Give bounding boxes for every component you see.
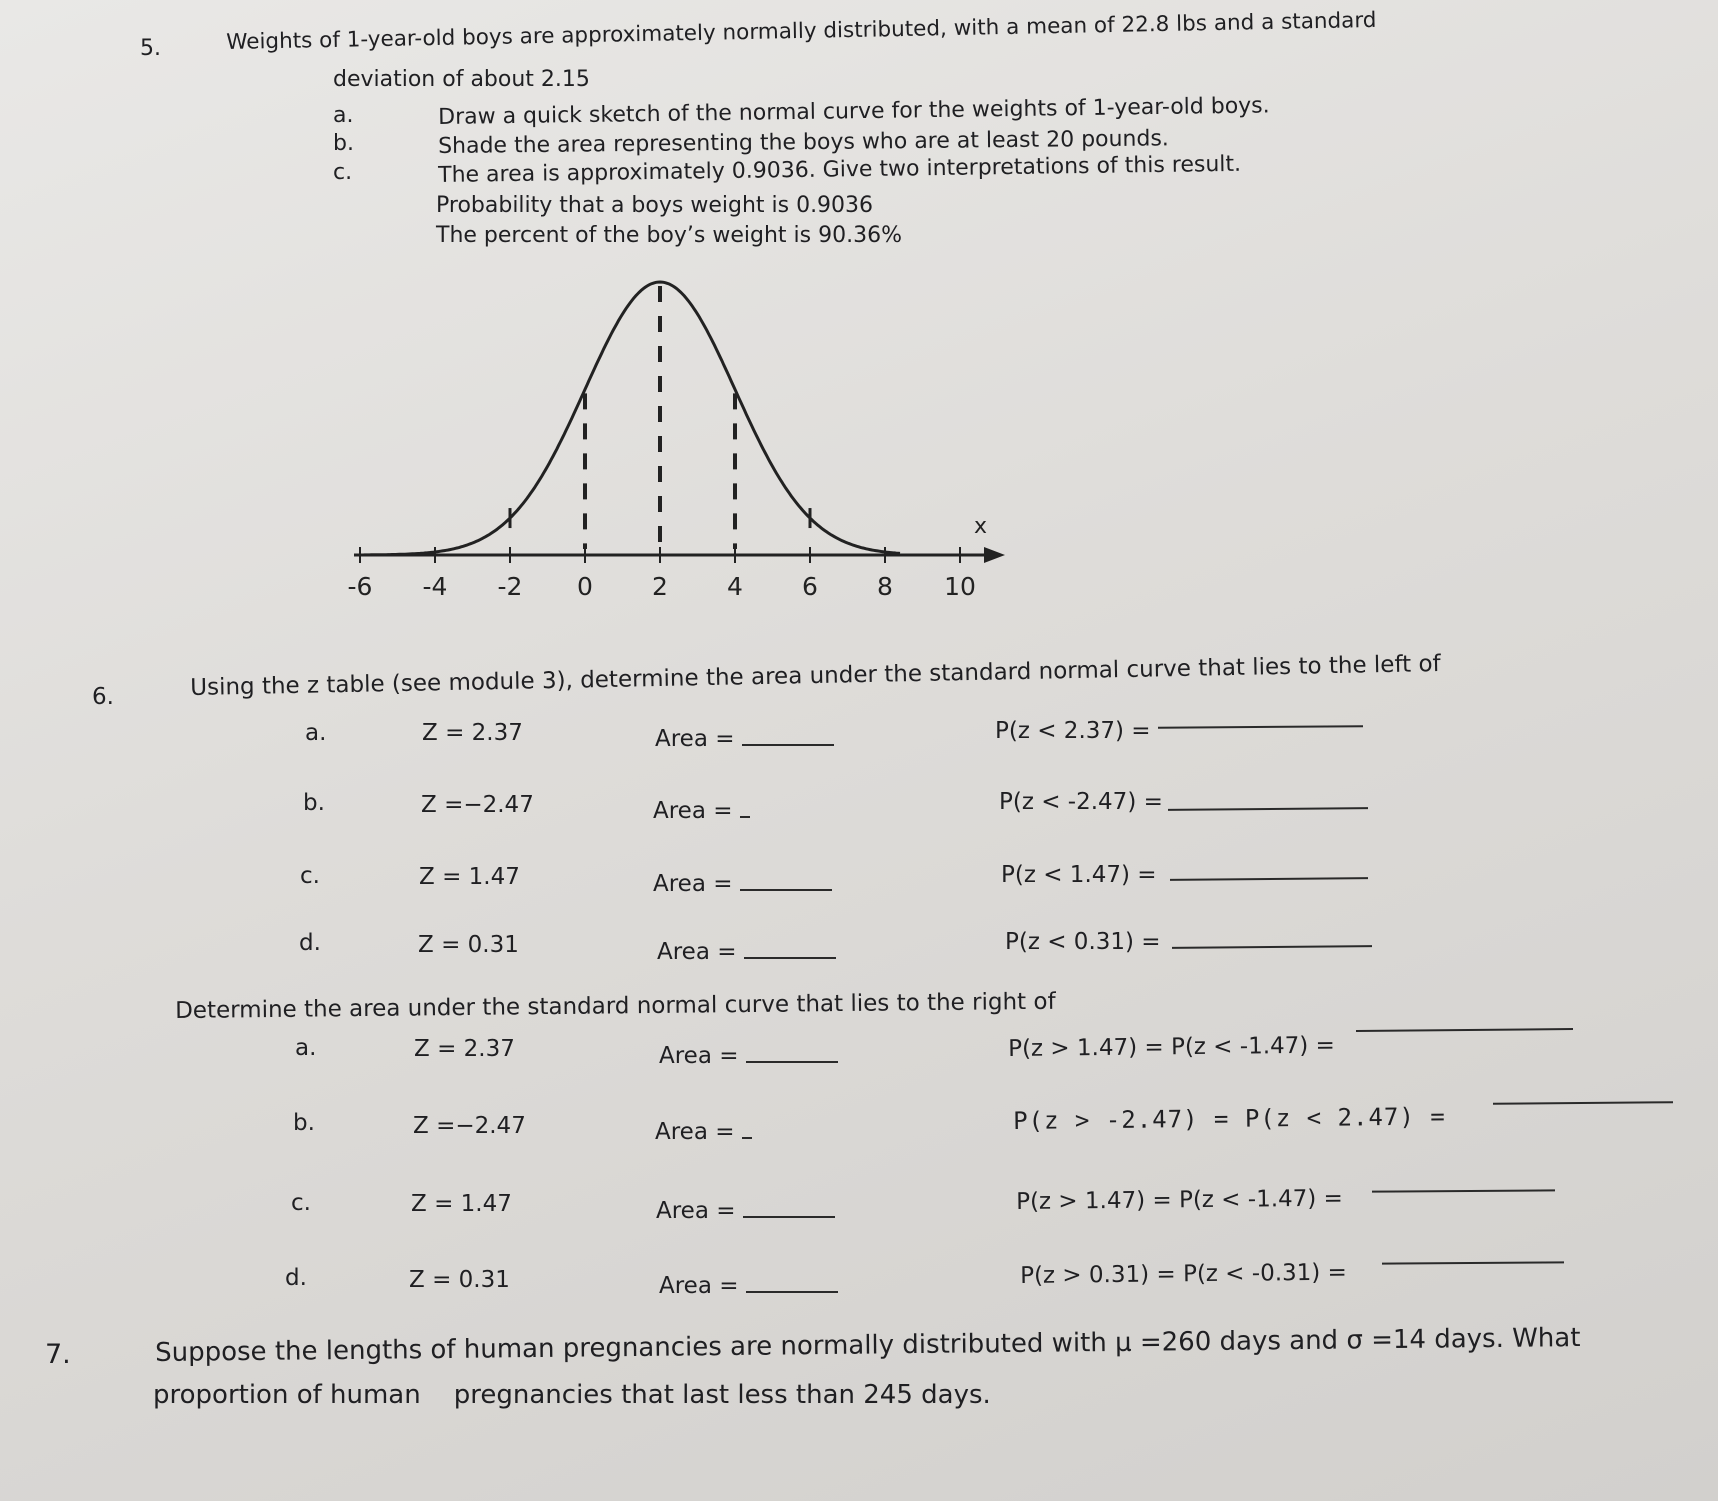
tick-label: 2 — [652, 572, 668, 601]
answer-blank[interactable] — [746, 1271, 838, 1293]
q6-right-a-area: Area = — [659, 1041, 838, 1069]
q6-left-d-label: d. — [299, 930, 321, 956]
normal-curve-graph — [330, 270, 1030, 610]
q6-left-b-z: Z =−2.47 — [421, 792, 534, 818]
q5c-text: The area is approximately 0.9036. Give two interpretations of this result. — [438, 151, 1242, 188]
q5b-label: b. — [333, 131, 354, 156]
x-axis-arrow — [984, 547, 1005, 563]
q6-left-d-prob: P(z < 0.31) = — [1005, 929, 1161, 955]
q6-right-d-label: d. — [285, 1265, 307, 1291]
q5-answer-line1: Probability that a boys weight is 0.9036 — [436, 193, 874, 218]
q6-left-d-z: Z = 0.31 — [418, 932, 519, 958]
q7-line2: proportion of human pregnancies that last less than 245 days. — [153, 1380, 991, 1410]
x-axis-label: x — [974, 514, 988, 539]
tick-label: 10 — [944, 572, 976, 601]
q6-right-a-prob: P(z > 1.47) = P(z < -1.47) = — [1008, 1032, 1336, 1062]
q5a-label: a. — [333, 103, 354, 128]
q5b-text: Shade the area representing the boys who are at least 20 pounds. — [438, 126, 1169, 159]
q5c-label: c. — [333, 160, 353, 185]
answer-blank[interactable] — [740, 796, 750, 818]
answer-line[interactable] — [1493, 1101, 1673, 1105]
q6-number: 6. — [92, 684, 114, 710]
answer-blank[interactable] — [746, 1041, 838, 1063]
q6-left-a-label: a. — [305, 720, 327, 746]
q6-right-a-label: a. — [295, 1035, 317, 1061]
q6-left-b-area: Area = — [653, 796, 750, 824]
q6-left-c-area: Area = — [653, 869, 832, 897]
q6-left-b-prob: P(z < -2.47) = — [999, 789, 1163, 815]
q6-right-b-z: Z =−2.47 — [413, 1113, 526, 1139]
q7-number: 7. — [45, 1339, 71, 1370]
q6-right-c-z: Z = 1.47 — [411, 1191, 512, 1217]
q6-right-b-area: Area = — [655, 1117, 752, 1145]
answer-line[interactable] — [1356, 1028, 1573, 1032]
answer-blank[interactable] — [740, 869, 832, 891]
q5-answer-line2: The percent of the boy’s weight is 90.36% — [436, 223, 902, 248]
answer-line[interactable] — [1170, 877, 1368, 881]
q6-right-b-label: b. — [293, 1110, 315, 1136]
q6-left-c-label: c. — [300, 863, 320, 889]
q6-right-d-area: Area = — [659, 1271, 838, 1299]
tick-label: 0 — [577, 572, 593, 601]
q6-left-a-z: Z = 2.37 — [422, 720, 523, 746]
q5-stem-line2: deviation of about 2.15 — [333, 67, 590, 92]
q6-left-b-label: b. — [303, 790, 325, 816]
normal-curve — [364, 282, 900, 555]
q6-left-a-prob: P(z < 2.37) = — [995, 718, 1151, 744]
answer-line[interactable] — [1372, 1189, 1555, 1192]
answer-line[interactable] — [1168, 807, 1368, 811]
q6-right-heading: Determine the area under the standard normal curve that lies to the right of — [175, 988, 1056, 1024]
answer-line[interactable] — [1382, 1261, 1564, 1264]
q6-right-c-prob: P(z > 1.47) = P(z < -1.47) = — [1016, 1185, 1344, 1215]
q6-right-b-prob: P(z > -2.47) = P(z < 2.47) = — [1013, 1102, 1446, 1135]
q6-left-c-prob: P(z < 1.47) = — [1001, 862, 1157, 888]
tick-label: -4 — [422, 572, 448, 601]
q6-right-c-label: c. — [291, 1190, 311, 1216]
q6-right-a-z: Z = 2.37 — [414, 1036, 515, 1062]
answer-blank[interactable] — [744, 937, 836, 959]
tick-label: -6 — [347, 572, 373, 601]
tick-label: 8 — [877, 572, 893, 601]
tick-label: 4 — [727, 572, 743, 601]
q6-left-c-z: Z = 1.47 — [419, 864, 520, 890]
answer-blank[interactable] — [742, 1117, 752, 1139]
q6-right-d-prob: P(z > 0.31) = P(z < -0.31) = — [1020, 1259, 1348, 1289]
q6-right-d-z: Z = 0.31 — [409, 1267, 510, 1293]
q6-left-a-area: Area = — [655, 724, 834, 752]
answer-line[interactable] — [1172, 945, 1372, 949]
answer-blank[interactable] — [743, 1196, 835, 1218]
q5-stem-line1: Weights of 1-year-old boys are approximately normally distributed, with a mean of 22.8 lbs and a standard — [226, 7, 1377, 55]
q7-line1: Suppose the lengths of human pregnancies are normally distributed with μ =260 days and σ =14 days. What — [155, 1323, 1581, 1368]
tick-label: 6 — [802, 572, 818, 601]
q6-right-c-area: Area = — [656, 1196, 835, 1224]
answer-line[interactable] — [1158, 725, 1363, 728]
q6-left-d-area: Area = — [657, 937, 836, 965]
answer-blank[interactable] — [742, 724, 834, 746]
q5a-text: Draw a quick sketch of the normal curve for the weights of 1-year-old boys. — [438, 93, 1270, 130]
q5-number: 5. — [140, 36, 161, 61]
q6-stem: Using the z table (see module 3), determine the area under the standard normal curve that lies to the left of — [190, 650, 1441, 701]
tick-label: -2 — [497, 572, 523, 601]
